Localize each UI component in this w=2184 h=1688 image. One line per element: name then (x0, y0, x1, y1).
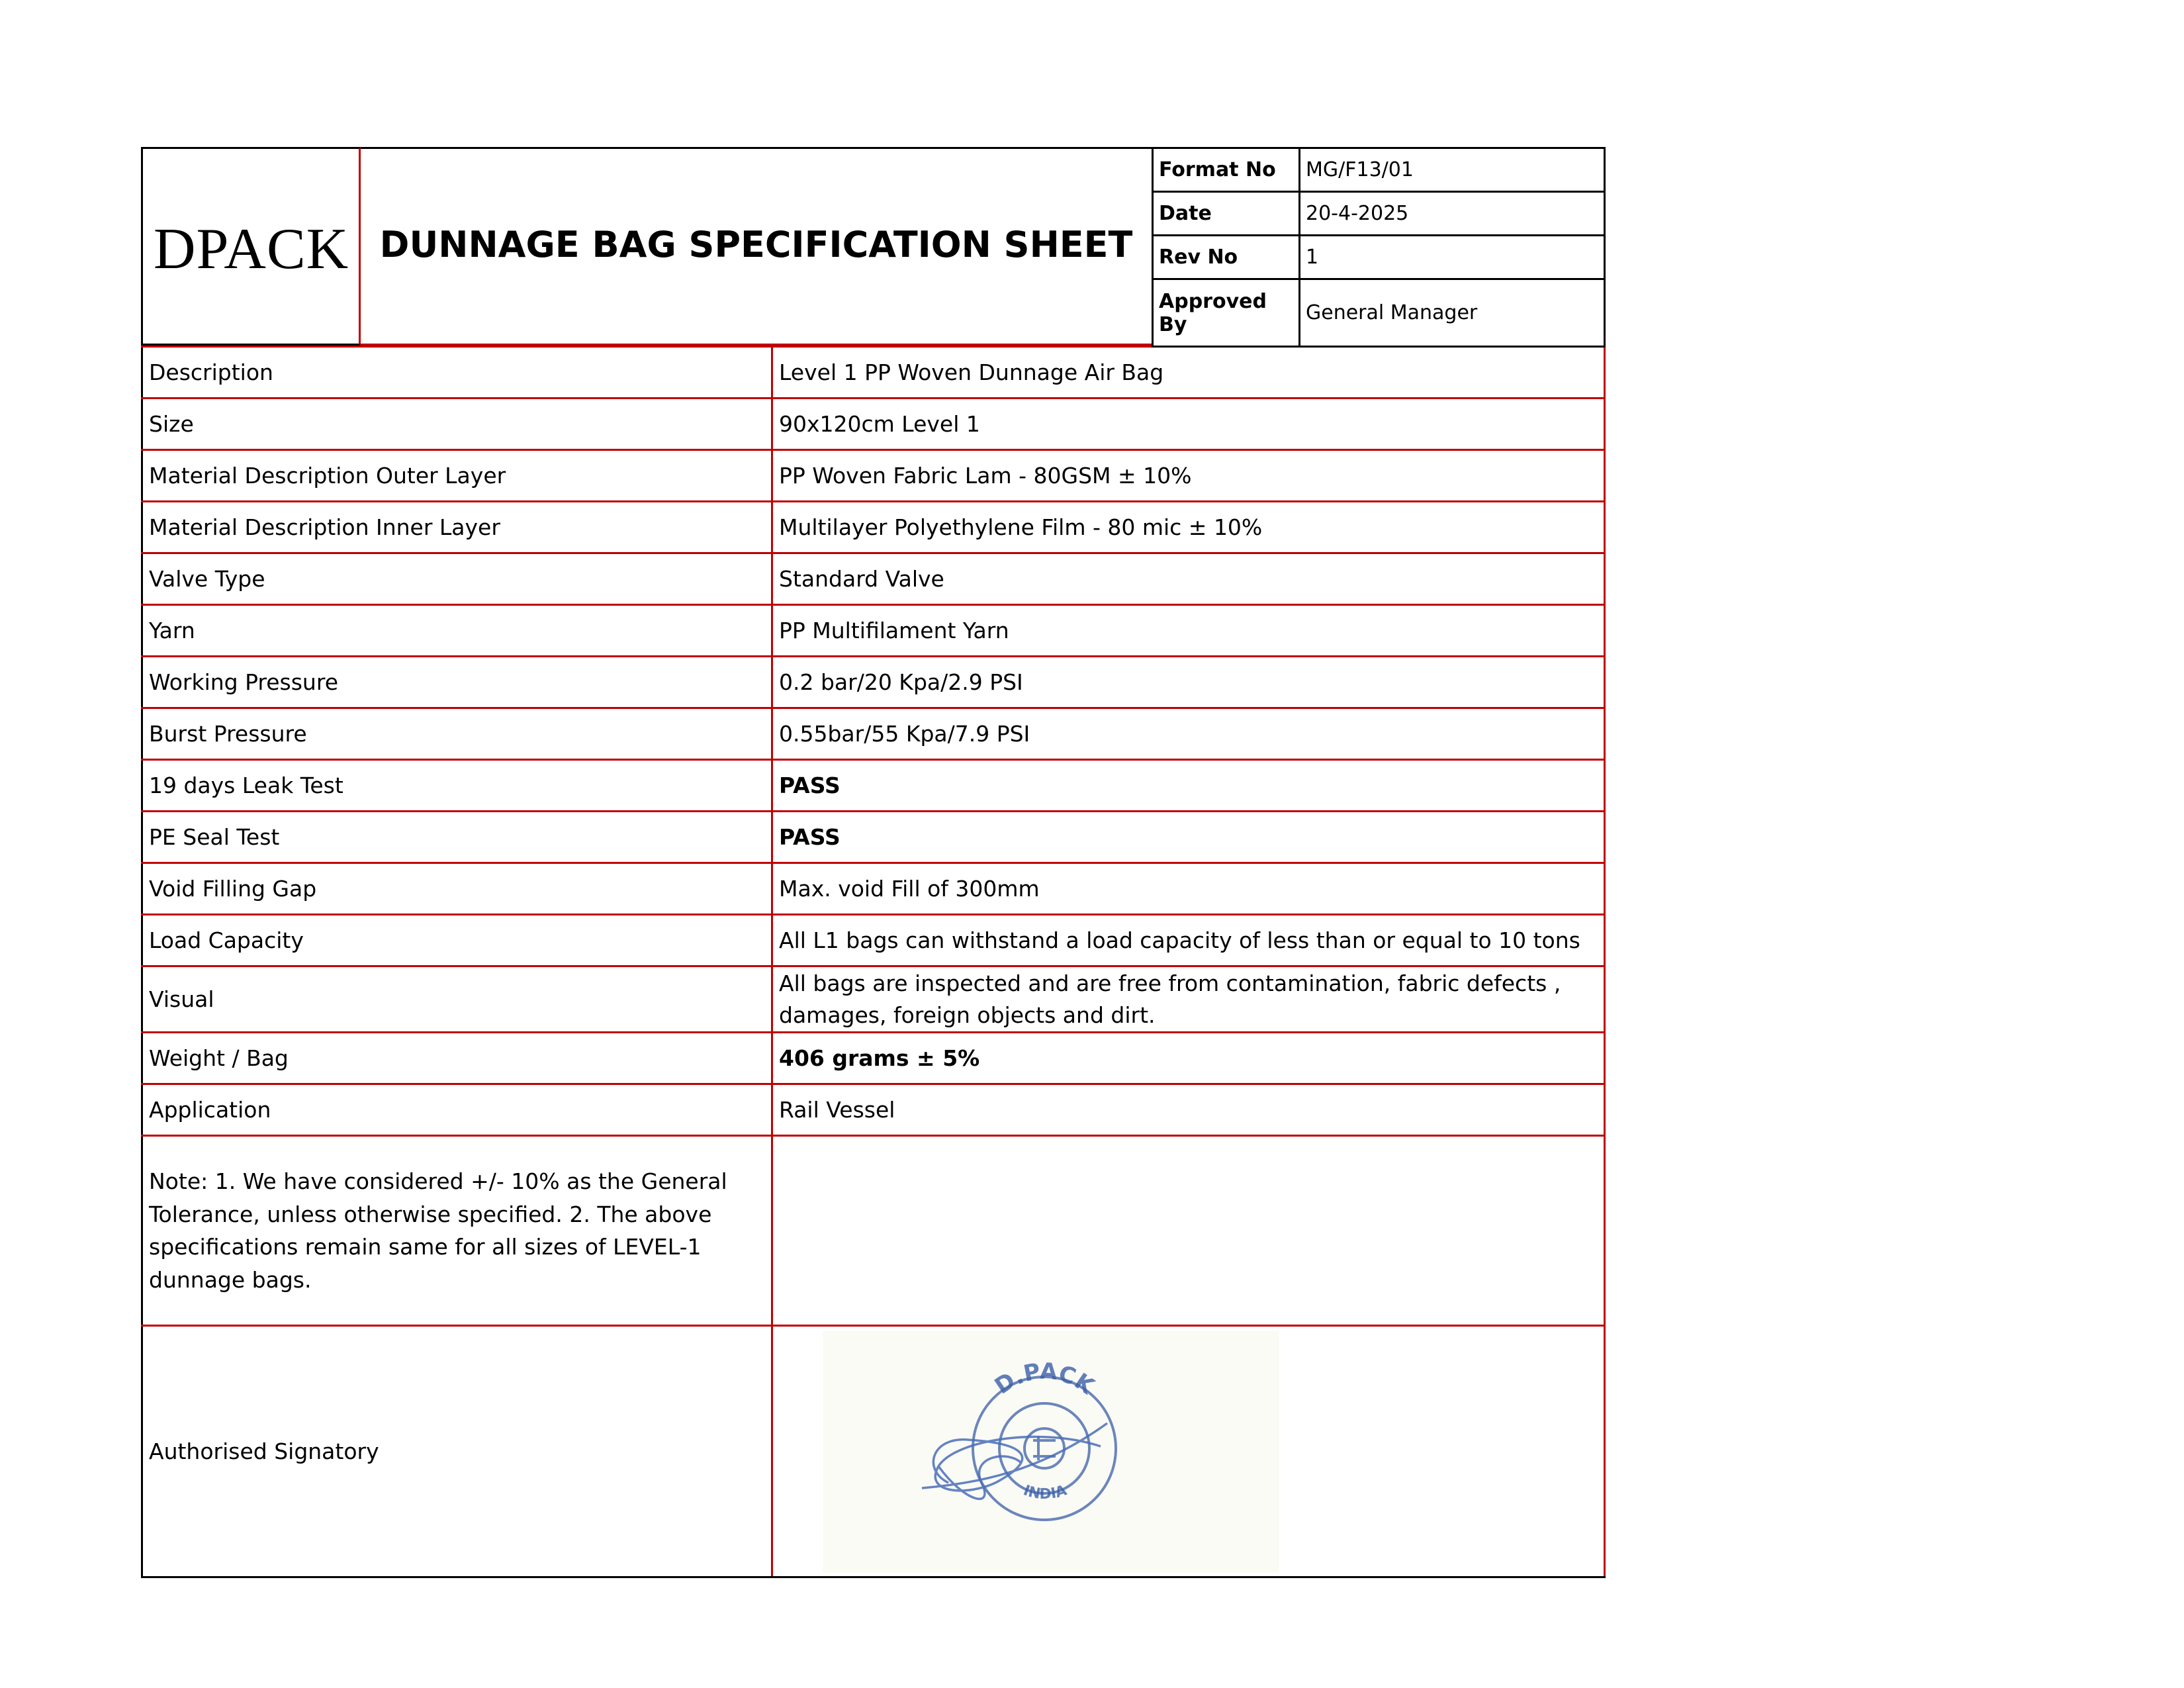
format-no-label: Format No (1153, 148, 1300, 192)
row-label: Description (142, 347, 772, 399)
stamp-top-text: D.PACK (989, 1357, 1099, 1400)
table-row (142, 450, 1605, 502)
date-label: Date (1153, 192, 1300, 236)
row-value: Rail Vessel (772, 1084, 1605, 1136)
approved-by-label: Approved By (1153, 279, 1300, 347)
table-row (142, 915, 1605, 966)
company-stamp-icon (823, 1331, 1279, 1573)
date-value: 20-4-2025 (1300, 192, 1605, 236)
table-row (142, 605, 1605, 657)
signature-area (823, 1331, 1279, 1573)
row-value-line: damages, foreign objects and dirt. (779, 1002, 1156, 1028)
table-row (142, 1084, 1605, 1136)
row-label: Void Filling Gap (142, 863, 772, 915)
table-row (142, 657, 1605, 708)
row-value: 0.55bar/55 Kpa/7.9 PSI (772, 708, 1605, 760)
table-row (142, 553, 1605, 605)
row-label: Yarn (142, 605, 772, 657)
row-value: Max. void Fill of 300mm (772, 863, 1605, 915)
row-label: PE Seal Test (142, 812, 772, 863)
table-row (142, 347, 1605, 399)
table-row (142, 863, 1605, 915)
signatory-label: Authorised Signatory (142, 1326, 772, 1577)
note-empty-cell (772, 1136, 1605, 1326)
signature-cell (772, 1326, 1605, 1577)
row-value: PASS (772, 760, 1605, 812)
format-no-value: MG/F13/01 (1300, 148, 1605, 192)
row-value: 90x120cm Level 1 (772, 399, 1605, 450)
rev-no-label: Rev No (1153, 236, 1300, 279)
table-row (142, 708, 1605, 760)
row-value: Standard Valve (772, 553, 1605, 605)
page-title: DUNNAGE BAG SPECIFICATION SHEET (379, 224, 1133, 265)
table-row (142, 399, 1605, 450)
sheet-header (141, 147, 1606, 346)
row-label: Size (142, 399, 772, 450)
note-text: Note: 1. We have considered +/- 10% as the General Tolerance, unless otherwise specified. 2. The above specifications remain same for all sizes of LEVEL-1 dunnage bags. (142, 1136, 772, 1326)
stamp-bottom-text: INDIA (1021, 1481, 1069, 1503)
title-cell (361, 147, 1152, 346)
row-value: PP Woven Fabric Lam - 80GSM ± 10% (772, 450, 1605, 502)
document-meta (1152, 147, 1606, 346)
table-row (142, 760, 1605, 812)
row-value: PASS (772, 812, 1605, 863)
row-label: Valve Type (142, 553, 772, 605)
row-label: Material Description Inner Layer (142, 502, 772, 553)
table-row (142, 1033, 1605, 1084)
specification-table (141, 346, 1606, 1578)
approved-by-value: General Manager (1300, 279, 1605, 347)
row-value: 0.2 bar/20 Kpa/2.9 PSI (772, 657, 1605, 708)
row-value: 406 grams ± 5% (772, 1033, 1605, 1084)
table-row (142, 502, 1605, 553)
row-label: Material Description Outer Layer (142, 450, 772, 502)
row-value: Multilayer Polyethylene Film - 80 mic ± 10% (772, 502, 1605, 553)
note-row (142, 1136, 1605, 1326)
row-label: Weight / Bag (142, 1033, 772, 1084)
logo-cell (141, 147, 361, 346)
row-label: Load Capacity (142, 915, 772, 966)
row-label: Visual (142, 966, 772, 1033)
row-value (772, 966, 1605, 1033)
row-label: 19 days Leak Test (142, 760, 772, 812)
table-row (142, 966, 1605, 1033)
row-label: Burst Pressure (142, 708, 772, 760)
row-value: All L1 bags can withstand a load capacity of less than or equal to 10 tons (772, 915, 1605, 966)
row-value-line: All bags are inspected and are free from contamination, fabric defects , (779, 970, 1561, 996)
rev-no-value: 1 (1300, 236, 1605, 279)
table-row (142, 812, 1605, 863)
signature-scribble (922, 1423, 1107, 1499)
row-value: Level 1 PP Woven Dunnage Air Bag (772, 347, 1605, 399)
spec-sheet (141, 147, 1606, 1578)
row-label: Application (142, 1084, 772, 1136)
row-value: PP Multifilament Yarn (772, 605, 1605, 657)
company-logo: DPACK (154, 217, 349, 281)
signatory-row (142, 1326, 1605, 1577)
row-label: Working Pressure (142, 657, 772, 708)
